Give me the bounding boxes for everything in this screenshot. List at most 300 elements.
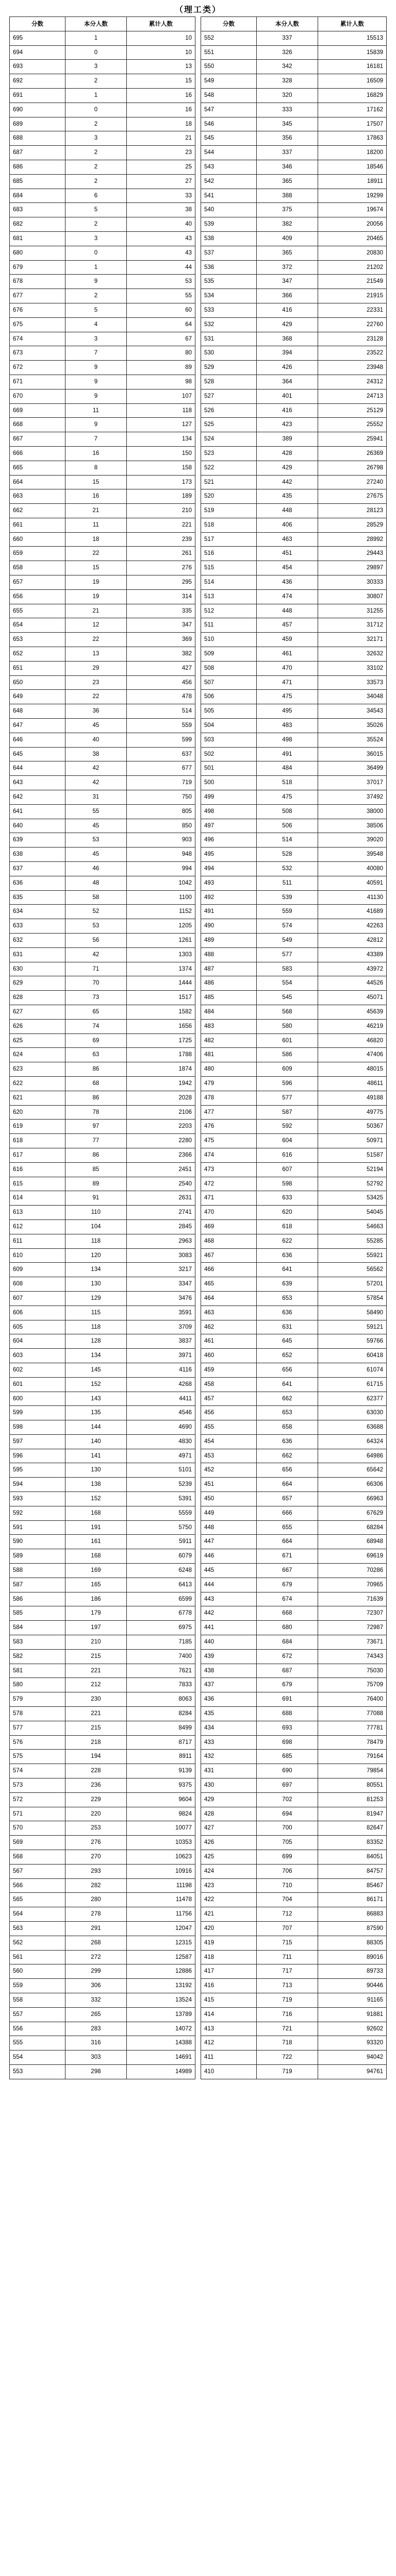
table-row: [10, 1349, 195, 1363]
count-cell: 719: [257, 1993, 318, 2007]
cumulative-cell: 16181: [318, 60, 386, 74]
table-row: [10, 1191, 195, 1206]
table-row: [201, 1191, 387, 1206]
score-cell: 455: [201, 1420, 257, 1435]
cumulative-cell: 2280: [126, 1134, 195, 1148]
cumulative-cell: 32171: [318, 633, 386, 647]
score-cell: 615: [10, 1177, 65, 1191]
count-cell: 278: [65, 1907, 127, 1922]
count-cell: 406: [257, 518, 318, 532]
count-cell: 169: [65, 1564, 127, 1578]
score-cell: 677: [10, 289, 65, 303]
table-row: [201, 1678, 387, 1692]
table-row: [10, 1363, 195, 1377]
count-cell: 656: [257, 1463, 318, 1478]
count-cell: 9: [65, 389, 127, 403]
cumulative-cell: 18200: [318, 146, 386, 160]
cumulative-cell: 3837: [126, 1334, 195, 1349]
table-row: [201, 1449, 387, 1463]
table-row: [201, 661, 387, 675]
count-cell: 345: [257, 117, 318, 131]
table-row: [10, 1120, 195, 1134]
count-cell: 22: [65, 547, 127, 561]
score-cell: 669: [10, 403, 65, 418]
count-cell: 134: [65, 1349, 127, 1363]
count-cell: 368: [257, 332, 318, 346]
table-row: [10, 1478, 195, 1492]
score-cell: 693: [10, 60, 65, 74]
count-cell: 532: [257, 862, 318, 876]
table-row: [10, 1105, 195, 1120]
cumulative-cell: 19299: [318, 189, 386, 203]
score-cell: 454: [201, 1434, 257, 1449]
count-cell: 115: [65, 1306, 127, 1320]
table-row: [201, 1807, 387, 1821]
score-cell: 520: [201, 489, 257, 504]
count-cell: 365: [257, 174, 318, 189]
count-cell: 372: [257, 260, 318, 275]
cumulative-cell: 75709: [318, 1678, 386, 1692]
count-cell: 68: [65, 1076, 127, 1091]
count-cell: 85: [65, 1162, 127, 1177]
score-cell: 627: [10, 1005, 65, 1019]
score-cell: 560: [10, 1964, 65, 1979]
count-cell: 221: [65, 1707, 127, 1721]
score-cell: 623: [10, 1062, 65, 1077]
score-cell: 484: [201, 1005, 257, 1019]
table-row: [201, 275, 387, 289]
score-cell: 554: [10, 2050, 65, 2065]
table-row: [10, 719, 195, 733]
score-cell: 423: [201, 1878, 257, 1893]
score-cell: 641: [10, 804, 65, 819]
table-row: [10, 1019, 195, 1033]
score-cell: 682: [10, 217, 65, 232]
cumulative-cell: 94042: [318, 2050, 386, 2065]
score-cell: 447: [201, 1535, 257, 1549]
score-cell: 487: [201, 962, 257, 976]
cumulative-cell: 67: [126, 332, 195, 346]
table-row: [201, 1979, 387, 1993]
count-cell: 97: [65, 1120, 127, 1134]
cumulative-cell: 15: [126, 74, 195, 89]
table-row: [201, 174, 387, 189]
count-cell: 221: [65, 1664, 127, 1678]
table-row: [10, 146, 195, 160]
cumulative-cell: 8717: [126, 1735, 195, 1750]
table-row: [10, 575, 195, 590]
table-row: [10, 547, 195, 561]
score-cell: 519: [201, 504, 257, 518]
count-cell: 210: [65, 1635, 127, 1650]
table-row: [201, 1033, 387, 1048]
score-cell: 470: [201, 1206, 257, 1220]
score-cell: 595: [10, 1463, 65, 1478]
count-cell: 326: [257, 45, 318, 60]
count-cell: 58: [65, 890, 127, 905]
table-row: [201, 1076, 387, 1091]
score-table-right: [201, 16, 387, 2079]
count-cell: 128: [65, 1334, 127, 1349]
count-cell: 186: [65, 1592, 127, 1606]
score-cell: 497: [201, 819, 257, 833]
score-cell: 694: [10, 45, 65, 60]
cumulative-cell: 5239: [126, 1478, 195, 1492]
table-body-right: [201, 31, 387, 2079]
table-row: [201, 332, 387, 346]
score-cell: 416: [201, 1979, 257, 1993]
score-cell: 495: [201, 848, 257, 862]
table-row: [10, 1964, 195, 1979]
score-cell: 655: [10, 604, 65, 618]
count-cell: 409: [257, 231, 318, 246]
count-cell: 679: [257, 1578, 318, 1592]
score-cell: 577: [10, 1721, 65, 1735]
cumulative-cell: 67629: [318, 1506, 386, 1520]
table-row: [10, 661, 195, 675]
table-row: [201, 461, 387, 475]
count-cell: 633: [257, 1191, 318, 1206]
score-cell: 422: [201, 1893, 257, 1907]
score-cell: 590: [10, 1535, 65, 1549]
cumulative-cell: 77088: [318, 1707, 386, 1721]
score-cell: 431: [201, 1764, 257, 1778]
cumulative-cell: 55285: [318, 1234, 386, 1248]
score-cell: 591: [10, 1520, 65, 1535]
table-row: [10, 489, 195, 504]
count-cell: 9: [65, 361, 127, 375]
table-row: [201, 1520, 387, 1535]
score-cell: 475: [201, 1134, 257, 1148]
cumulative-cell: 71639: [318, 1592, 386, 1606]
count-cell: 429: [257, 461, 318, 475]
cumulative-cell: 850: [126, 819, 195, 833]
table-row: [10, 446, 195, 461]
count-cell: 688: [257, 1707, 318, 1721]
score-cell: 461: [201, 1334, 257, 1349]
cumulative-cell: 559: [126, 719, 195, 733]
cumulative-cell: 13: [126, 60, 195, 74]
count-cell: 429: [257, 317, 318, 332]
score-cell: 565: [10, 1893, 65, 1907]
score-cell: 569: [10, 1836, 65, 1850]
count-cell: 721: [257, 2022, 318, 2036]
table-row: [201, 819, 387, 833]
table-row: [201, 1836, 387, 1850]
score-cell: 639: [10, 833, 65, 848]
table-row: [201, 103, 387, 117]
cumulative-cell: 118: [126, 403, 195, 418]
cumulative-cell: 4546: [126, 1406, 195, 1420]
table-row: [201, 905, 387, 919]
cumulative-cell: 9824: [126, 1807, 195, 1821]
count-cell: 461: [257, 647, 318, 662]
count-cell: 168: [65, 1549, 127, 1564]
cumulative-cell: 31712: [318, 618, 386, 633]
cumulative-cell: 46820: [318, 1033, 386, 1048]
table-row: [201, 1578, 387, 1592]
count-cell: 388: [257, 189, 318, 203]
score-cell: 437: [201, 1678, 257, 1692]
table-row: [201, 1177, 387, 1191]
count-cell: 140: [65, 1434, 127, 1449]
count-cell: 667: [257, 1564, 318, 1578]
cumulative-cell: 295: [126, 575, 195, 590]
score-cell: 667: [10, 432, 65, 447]
cumulative-cell: 23948: [318, 361, 386, 375]
table-header-row: [201, 17, 387, 31]
count-cell: 653: [257, 1291, 318, 1306]
cumulative-cell: 29897: [318, 561, 386, 575]
score-cell: 483: [201, 1019, 257, 1033]
table-row: [201, 1993, 387, 2007]
table-row: [10, 1821, 195, 1836]
score-cell: 469: [201, 1219, 257, 1234]
count-cell: 23: [65, 675, 127, 690]
count-cell: 144: [65, 1420, 127, 1435]
score-cell: 637: [10, 862, 65, 876]
score-cell: 656: [10, 589, 65, 604]
cumulative-cell: 26369: [318, 446, 386, 461]
count-cell: 42: [65, 761, 127, 776]
table-row: [10, 189, 195, 203]
score-cell: 625: [10, 1033, 65, 1048]
table-row: [10, 704, 195, 719]
table-row: [10, 1492, 195, 1506]
score-cell: 658: [10, 561, 65, 575]
table-row: [201, 260, 387, 275]
cumulative-cell: 61074: [318, 1363, 386, 1377]
score-cell: 583: [10, 1635, 65, 1650]
count-cell: 1: [65, 88, 127, 103]
cumulative-cell: 77781: [318, 1721, 386, 1735]
count-cell: 165: [65, 1578, 127, 1592]
score-cell: 522: [201, 461, 257, 475]
cumulative-cell: 9604: [126, 1792, 195, 1807]
score-cell: 648: [10, 704, 65, 719]
score-cell: 670: [10, 389, 65, 403]
score-cell: 507: [201, 675, 257, 690]
table-row: [201, 1349, 387, 1363]
table-row: [201, 1907, 387, 1922]
score-cell: 614: [10, 1191, 65, 1206]
table-row: [10, 403, 195, 418]
score-cell: 428: [201, 1807, 257, 1821]
score-cell: 456: [201, 1406, 257, 1420]
table-row: [201, 1864, 387, 1878]
score-cell: 463: [201, 1306, 257, 1320]
table-row: [10, 1062, 195, 1077]
score-cell: 653: [10, 633, 65, 647]
score-cell: 524: [201, 432, 257, 447]
score-cell: 647: [10, 719, 65, 733]
count-cell: 609: [257, 1062, 318, 1077]
count-cell: 652: [257, 1349, 318, 1363]
count-cell: 568: [257, 1005, 318, 1019]
score-cell: 413: [201, 2022, 257, 2036]
score-cell: 600: [10, 1392, 65, 1406]
cumulative-cell: 25129: [318, 403, 386, 418]
count-cell: 715: [257, 1936, 318, 1950]
count-cell: 693: [257, 1721, 318, 1735]
table-row: [10, 1463, 195, 1478]
score-cell: 538: [201, 231, 257, 246]
score-cell: 532: [201, 317, 257, 332]
cumulative-cell: 73671: [318, 1635, 386, 1650]
score-cell: 628: [10, 991, 65, 1005]
count-cell: 616: [257, 1148, 318, 1162]
cumulative-cell: 8063: [126, 1692, 195, 1707]
score-cell: 465: [201, 1277, 257, 1292]
score-cell: 459: [201, 1363, 257, 1377]
score-cell: 642: [10, 790, 65, 805]
table-row: [201, 1778, 387, 1793]
score-cell: 695: [10, 31, 65, 45]
table-row: [201, 934, 387, 948]
cumulative-cell: 1517: [126, 991, 195, 1005]
score-cell: 543: [201, 160, 257, 174]
count-cell: 53: [65, 919, 127, 934]
count-cell: 6: [65, 189, 127, 203]
cumulative-cell: 31255: [318, 604, 386, 618]
cumulative-cell: 3476: [126, 1291, 195, 1306]
score-cell: 616: [10, 1162, 65, 1177]
count-cell: 658: [257, 1420, 318, 1435]
count-cell: 11: [65, 518, 127, 532]
table-row: [10, 1893, 195, 1907]
score-cell: 436: [201, 1692, 257, 1707]
count-cell: 545: [257, 991, 318, 1005]
table-row: [201, 1377, 387, 1392]
score-cell: 690: [10, 103, 65, 117]
table-row: [201, 1248, 387, 1263]
count-cell: 674: [257, 1592, 318, 1606]
table-row: [201, 1649, 387, 1664]
table-row: [201, 589, 387, 604]
score-cell: 539: [201, 217, 257, 232]
table-row: [201, 1549, 387, 1564]
cumulative-cell: 84757: [318, 1864, 386, 1878]
cumulative-cell: 79164: [318, 1750, 386, 1764]
table-row: [201, 2050, 387, 2065]
count-cell: 29: [65, 661, 127, 675]
cumulative-cell: 750: [126, 790, 195, 805]
score-cell: 499: [201, 790, 257, 805]
count-cell: 7: [65, 346, 127, 361]
cumulative-cell: 6778: [126, 1606, 195, 1621]
count-cell: 718: [257, 2036, 318, 2050]
count-cell: 691: [257, 1692, 318, 1707]
cumulative-cell: 17162: [318, 103, 386, 117]
score-cell: 529: [201, 361, 257, 375]
cumulative-cell: 5750: [126, 1520, 195, 1535]
cumulative-cell: 1725: [126, 1033, 195, 1048]
score-cell: 557: [10, 2007, 65, 2022]
table-row: [201, 1893, 387, 1907]
table-row: [201, 346, 387, 361]
score-cell: 574: [10, 1764, 65, 1778]
score-cell: 547: [201, 103, 257, 117]
count-cell: 685: [257, 1750, 318, 1764]
cumulative-cell: 46219: [318, 1019, 386, 1033]
count-cell: 716: [257, 2007, 318, 2022]
score-cell: 675: [10, 317, 65, 332]
table-row: [10, 74, 195, 89]
count-cell: 719: [257, 2064, 318, 2079]
score-cell: 421: [201, 1907, 257, 1922]
count-cell: 2: [65, 289, 127, 303]
table-row: [201, 618, 387, 633]
table-row: [201, 432, 387, 447]
count-cell: 346: [257, 160, 318, 174]
cumulative-cell: 20056: [318, 217, 386, 232]
count-cell: 5: [65, 203, 127, 217]
score-cell: 572: [10, 1792, 65, 1807]
count-cell: 118: [65, 1234, 127, 1248]
cumulative-cell: 22331: [318, 303, 386, 317]
cumulative-cell: 14989: [126, 2064, 195, 2079]
score-cell: 576: [10, 1735, 65, 1750]
count-cell: 592: [257, 1120, 318, 1134]
table-row: [201, 1792, 387, 1807]
count-cell: 63: [65, 1048, 127, 1062]
count-cell: 690: [257, 1764, 318, 1778]
table-row: [10, 1263, 195, 1277]
table-row: [201, 962, 387, 976]
table-row: [10, 60, 195, 74]
score-cell: 517: [201, 532, 257, 547]
table-row: [201, 1219, 387, 1234]
cumulative-cell: 80: [126, 346, 195, 361]
count-cell: 2: [65, 146, 127, 160]
table-row: [201, 1850, 387, 1865]
count-cell: 554: [257, 976, 318, 991]
cumulative-cell: 52194: [318, 1162, 386, 1177]
count-cell: 22: [65, 633, 127, 647]
count-cell: 16: [65, 489, 127, 504]
count-cell: 401: [257, 389, 318, 403]
cumulative-cell: 456: [126, 675, 195, 690]
score-cell: 608: [10, 1277, 65, 1292]
cumulative-cell: 28123: [318, 504, 386, 518]
cumulative-cell: 35026: [318, 719, 386, 733]
score-cell: 661: [10, 518, 65, 532]
count-cell: 604: [257, 1134, 318, 1148]
table-row: [201, 1306, 387, 1320]
score-cell: 486: [201, 976, 257, 991]
cumulative-cell: 335: [126, 604, 195, 618]
table-row: [10, 1134, 195, 1148]
cumulative-cell: 24312: [318, 375, 386, 389]
table-row: [201, 575, 387, 590]
score-cell: 533: [201, 303, 257, 317]
count-cell: 7: [65, 432, 127, 447]
count-cell: 508: [257, 804, 318, 819]
score-cell: 494: [201, 862, 257, 876]
count-cell: 21: [65, 604, 127, 618]
cumulative-cell: 2540: [126, 1177, 195, 1191]
table-row: [201, 1664, 387, 1678]
table-row: [10, 1950, 195, 1964]
score-cell: 435: [201, 1707, 257, 1721]
score-cell: 468: [201, 1234, 257, 1248]
score-cell: 632: [10, 934, 65, 948]
score-cell: 681: [10, 231, 65, 246]
cumulative-cell: 59121: [318, 1320, 386, 1334]
table-row: [201, 303, 387, 317]
cumulative-cell: 12587: [126, 1950, 195, 1964]
table-row: [201, 475, 387, 489]
